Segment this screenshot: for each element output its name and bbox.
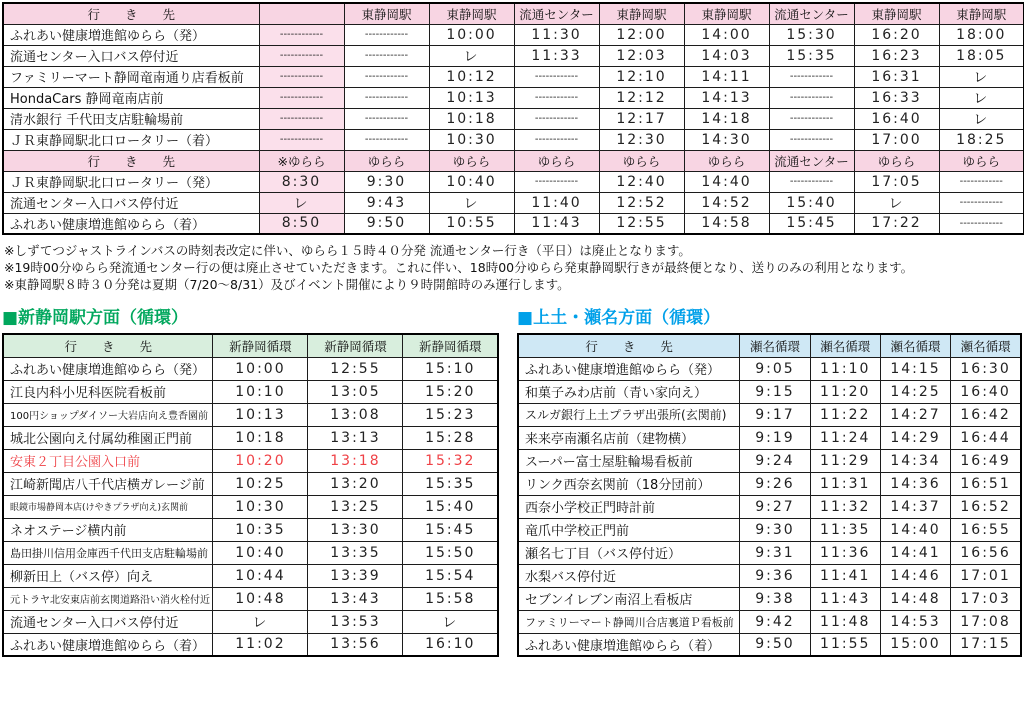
time-cell: 13:35 [308,541,403,564]
stop-name: 城北公園向え付属幼稚園正門前 [3,426,213,449]
time-cell: ------------ [939,171,1024,192]
time-cell: 12:40 [599,171,684,192]
time-cell: 17:15 [951,633,1021,656]
note-line: ※東静岡駅８時３０分発は夏期（7/20～8/31）及びイベント開催により９時開館時のみ運行します。 [4,277,570,292]
stop-name: 竜爪中学校正門前 [518,518,740,541]
time-cell: 14:41 [880,541,950,564]
time-cell: 11:29 [810,449,880,472]
timetable-row [3,449,498,472]
time-cell: 13:39 [308,564,403,587]
time-cell: 9:38 [740,587,810,610]
time-cell: 11:31 [810,472,880,495]
stop-name: 西奈小学校正門時計前 [518,495,740,518]
time-cell: 16:44 [951,426,1021,449]
time-cell: レ [259,192,344,213]
service-header: 瀬名循環 [880,334,950,357]
time-cell: 17:22 [854,213,939,234]
destination-header: 行 き 先 [3,150,259,171]
time-cell: ------------ [259,129,344,150]
stop-name: 流通センター入口バス停付近 [3,192,259,213]
time-cell: 9:19 [740,426,810,449]
note-line: ※19時00分ゆらら発流通センター行の便は廃止させていただきます。これに伴い、18時00分ゆらら発東静岡駅行きが最終便となり、送りのみの利用となります。 [4,260,914,275]
time-cell: 9:27 [740,495,810,518]
time-cell: レ [429,192,514,213]
stop-name: ふれあい健康増進館ゆらら（発） [3,357,213,380]
stop-name: 100円ショップダイソー大岩店向え豊香園前 [3,403,213,426]
timetable-row [518,610,1021,633]
time-cell: レ [939,66,1024,87]
time-cell: 16:42 [951,403,1021,426]
time-cell: ------------ [939,213,1024,234]
timetable-row [3,87,1024,108]
stop-name: 和菓子みわ店前（青い家向え） [518,380,740,403]
time-cell: 16:40 [951,380,1021,403]
stop-name: ファミリーマート静岡竜南通り店看板前 [3,66,259,87]
time-cell: 14:18 [684,108,769,129]
time-cell: 15:54 [403,564,498,587]
time-cell: レ [939,108,1024,129]
time-cell: 14:36 [880,472,950,495]
time-cell: 11:10 [810,357,880,380]
stop-name: ふれあい健康増進館ゆらら（発） [518,357,740,380]
time-cell: ------------ [769,129,854,150]
time-cell: ------------ [769,66,854,87]
stop-name: 江崎新聞店八千代店横ガレージ前 [3,472,213,495]
timetable-row [518,633,1021,656]
time-cell: ------------ [259,66,344,87]
stop-name: ＪＲ東静岡駅北口ロータリー（着） [3,129,259,150]
timetable-row [3,426,498,449]
time-cell: 13:08 [308,403,403,426]
destination-header: 行 き 先 [3,3,259,24]
circulation-section [2,299,1022,657]
service-header: ゆらら [344,150,429,171]
time-cell: 11:33 [514,45,599,66]
header-row [3,3,1024,24]
time-cell: ------------ [259,108,344,129]
service-header: 流通センター [769,3,854,24]
time-cell: 10:35 [213,518,308,541]
time-cell: 9:36 [740,564,810,587]
time-cell: 17:05 [854,171,939,192]
time-cell: 11:22 [810,403,880,426]
time-cell: 17:01 [951,564,1021,587]
time-cell: ------------ [514,87,599,108]
time-cell: 15:00 [880,633,950,656]
time-cell: 16:40 [854,108,939,129]
time-cell: 10:18 [213,426,308,449]
time-cell: 16:30 [951,357,1021,380]
time-cell: ------------ [344,108,429,129]
time-cell: 10:00 [429,24,514,45]
time-cell: ------------ [769,171,854,192]
time-cell: 13:20 [308,472,403,495]
timetable-row [518,357,1021,380]
service-header: 流通センター [514,3,599,24]
header-row [3,150,1024,171]
service-header: ゆらら [684,150,769,171]
time-cell: 11:32 [810,495,880,518]
time-cell: 11:02 [213,633,308,656]
time-cell: 17:00 [854,129,939,150]
time-cell: 13:30 [308,518,403,541]
time-cell: 9:24 [740,449,810,472]
notes [2,242,1022,293]
time-cell: 14:53 [880,610,950,633]
stop-name: ふれあい健康増進館ゆらら（着） [3,213,259,234]
kamito-sena-block [517,299,1022,657]
time-cell: 11:30 [514,24,599,45]
time-cell: 15:58 [403,587,498,610]
time-cell: 16:31 [854,66,939,87]
time-cell: レ [403,610,498,633]
service-header: ゆらら [599,150,684,171]
time-cell: 16:55 [951,518,1021,541]
time-cell: 16:51 [951,472,1021,495]
time-cell: 13:43 [308,587,403,610]
service-header: 東静岡駅 [684,3,769,24]
timetable-row [518,426,1021,449]
time-cell: 13:18 [308,449,403,472]
stop-name: 水梨バス停付近 [518,564,740,587]
service-header: 東静岡駅 [939,3,1024,24]
time-cell: 9:50 [740,633,810,656]
stop-name: 元トラヤ北安東店前玄関道路沿い消火栓付近 [3,587,213,610]
time-cell: 10:30 [429,129,514,150]
stop-name: スーパー富士屋駐輪場看板前 [518,449,740,472]
destination-header: 行 き 先 [3,334,213,357]
timetable-row [518,587,1021,610]
timetable-row [518,449,1021,472]
stop-name: 眼鏡市場静岡本店(けやきプラザ向え)玄関前 [3,495,213,518]
time-cell: 12:55 [308,357,403,380]
time-cell: 11:43 [810,587,880,610]
stop-name: 江良内科小児科医院看板前 [3,380,213,403]
time-cell: 18:05 [939,45,1024,66]
time-cell: ------------ [344,129,429,150]
time-cell: ------------ [514,108,599,129]
stop-name: 流通センター入口バス停付近 [3,610,213,633]
service-header: ※ゆらら [259,150,344,171]
timetable-row [3,380,498,403]
shin-shizuoka-timetable [2,333,499,657]
timetable-row [3,403,498,426]
service-header: 新静岡循環 [213,334,308,357]
stop-name: リンク西奈玄関前（18分団前） [518,472,740,495]
time-cell: 14:03 [684,45,769,66]
stop-name: ネオステージ横内前 [3,518,213,541]
time-cell: 14:34 [880,449,950,472]
time-cell: 12:55 [599,213,684,234]
time-cell: 10:20 [213,449,308,472]
time-cell: 16:49 [951,449,1021,472]
kamito-sena-timetable [517,333,1022,657]
time-cell: 18:25 [939,129,1024,150]
timetable-row [3,192,1024,213]
time-cell: 14:37 [880,495,950,518]
timetable-row [3,472,498,495]
time-cell: 14:30 [684,129,769,150]
kamito-sena-title: ■上土・瀬名方面（循環） [517,308,721,328]
time-cell: 15:20 [403,380,498,403]
time-cell: 9:15 [740,380,810,403]
time-cell: 15:45 [403,518,498,541]
service-header: 東静岡駅 [599,3,684,24]
time-cell: 14:40 [880,518,950,541]
service-header: 東静岡駅 [344,3,429,24]
time-cell: 16:23 [854,45,939,66]
time-cell: 15:30 [769,24,854,45]
stop-name: ＪＲ東静岡駅北口ロータリー（発） [3,171,259,192]
time-cell: 12:00 [599,24,684,45]
timetable-row [3,518,498,541]
time-cell: 8:50 [259,213,344,234]
time-cell: レ [854,192,939,213]
time-cell: 17:03 [951,587,1021,610]
time-cell: 11:36 [810,541,880,564]
time-cell: 13:25 [308,495,403,518]
time-cell: 16:20 [854,24,939,45]
timetable-row [3,495,498,518]
timetable-row [3,587,498,610]
time-cell: 11:41 [810,564,880,587]
stop-name: HondaCars 静岡竜南店前 [3,87,259,108]
timetable-row [518,403,1021,426]
time-cell: 14:25 [880,380,950,403]
service-header: ゆらら [429,150,514,171]
stop-name: 瀬名七丁目（バス停付近） [518,541,740,564]
time-cell: 11:55 [810,633,880,656]
time-cell: 10:13 [429,87,514,108]
time-cell: 11:20 [810,380,880,403]
time-cell: ------------ [259,24,344,45]
stop-name: ふれあい健康増進館ゆらら（発） [3,24,259,45]
timetable-row [3,633,498,656]
time-cell: ------------ [939,192,1024,213]
stop-name: 清水銀行 千代田支店駐輪場前 [3,108,259,129]
time-cell: 14:15 [880,357,950,380]
time-cell: 13:13 [308,426,403,449]
time-cell: 12:12 [599,87,684,108]
time-cell: 10:40 [429,171,514,192]
stop-name: 流通センター入口バス停付近 [3,45,259,66]
time-cell: 15:28 [403,426,498,449]
time-cell: 10:13 [213,403,308,426]
time-cell: 10:18 [429,108,514,129]
timetable-row [3,357,498,380]
time-cell: 14:40 [684,171,769,192]
time-cell: 14:00 [684,24,769,45]
timetable-row [3,45,1024,66]
time-cell: 15:35 [769,45,854,66]
time-cell: 9:31 [740,541,810,564]
timetable-row [518,380,1021,403]
time-cell: ------------ [514,171,599,192]
header-row [3,334,498,357]
time-cell: 14:46 [880,564,950,587]
time-cell: 12:17 [599,108,684,129]
timetable-row [3,213,1024,234]
time-cell: レ [939,87,1024,108]
timetable-row [518,541,1021,564]
time-cell: 15:45 [769,213,854,234]
time-cell: 11:24 [810,426,880,449]
time-cell: 14:11 [684,66,769,87]
service-header: 新静岡循環 [308,334,403,357]
time-cell: 11:40 [514,192,599,213]
time-cell: 9:05 [740,357,810,380]
time-cell: 10:44 [213,564,308,587]
main-timetable [2,2,1024,235]
timetable-row [518,518,1021,541]
timetable-row [518,472,1021,495]
time-cell: 15:35 [403,472,498,495]
time-cell: ------------ [259,87,344,108]
stop-name: ふれあい健康増進館ゆらら（着） [3,633,213,656]
service-header: 東静岡駅 [429,3,514,24]
service-header [259,3,344,24]
time-cell: 9:50 [344,213,429,234]
time-cell: ------------ [344,45,429,66]
time-cell: 9:30 [344,171,429,192]
time-cell: 12:03 [599,45,684,66]
timetable-row [3,171,1024,192]
timetable-row [3,108,1024,129]
time-cell: 10:25 [213,472,308,495]
time-cell: 15:10 [403,357,498,380]
time-cell: 14:29 [880,426,950,449]
stop-name: ふれあい健康増進館ゆらら（着） [518,633,740,656]
stop-name: セブンイレブン南沼上看板店 [518,587,740,610]
header-row [518,334,1021,357]
time-cell: 18:00 [939,24,1024,45]
timetable-row [3,564,498,587]
time-cell: ------------ [514,129,599,150]
time-cell: ------------ [514,66,599,87]
time-cell: 15:32 [403,449,498,472]
service-header: ゆらら [854,150,939,171]
time-cell: 13:56 [308,633,403,656]
service-header: 東静岡駅 [854,3,939,24]
time-cell: 13:53 [308,610,403,633]
time-cell: 16:10 [403,633,498,656]
time-cell: 10:40 [213,541,308,564]
timetable-row [3,541,498,564]
timetable-row [518,564,1021,587]
time-cell: 14:27 [880,403,950,426]
timetable-row [3,66,1024,87]
service-header: 流通センター [769,150,854,171]
time-cell: ------------ [259,45,344,66]
time-cell: 17:08 [951,610,1021,633]
time-cell: 10:55 [429,213,514,234]
stop-name: 来来亭南瀬名店前（建物横） [518,426,740,449]
time-cell: 12:30 [599,129,684,150]
time-cell: 14:52 [684,192,769,213]
time-cell: ------------ [769,108,854,129]
time-cell: 10:48 [213,587,308,610]
service-header: ゆらら [939,150,1024,171]
service-header: 瀬名循環 [740,334,810,357]
time-cell: 16:56 [951,541,1021,564]
destination-header: 行 き 先 [518,334,740,357]
time-cell: ------------ [344,87,429,108]
time-cell: ------------ [769,87,854,108]
stop-name: スルガ銀行上土プラザ出張所(玄関前) [518,403,740,426]
time-cell: 16:52 [951,495,1021,518]
time-cell: 12:10 [599,66,684,87]
service-header: 瀬名循環 [951,334,1021,357]
timetable-row [518,495,1021,518]
time-cell: 14:48 [880,587,950,610]
time-cell: 10:30 [213,495,308,518]
time-cell: 13:05 [308,380,403,403]
time-cell: 14:13 [684,87,769,108]
note-line: ※しずてつジャストラインバスの時刻表改定に伴い、ゆらら１５時４０分発 流通センター行き（平日）は廃止となります。 [4,243,691,258]
time-cell: 15:23 [403,403,498,426]
time-cell: 10:10 [213,380,308,403]
time-cell: 10:12 [429,66,514,87]
stop-name: 柳新田上（バス停）向え [3,564,213,587]
time-cell: ------------ [344,66,429,87]
time-cell: 10:00 [213,357,308,380]
time-cell: 16:33 [854,87,939,108]
time-cell: 15:40 [403,495,498,518]
time-cell: レ [429,45,514,66]
time-cell: 9:17 [740,403,810,426]
time-cell: 9:42 [740,610,810,633]
shin-shizuoka-block [2,299,499,657]
stop-name: 安東２丁目公園入口前 [3,449,213,472]
time-cell: 11:48 [810,610,880,633]
time-cell: 15:40 [769,192,854,213]
stop-name: 島田掛川信用金庫西千代田支店駐輪場前 [3,541,213,564]
time-cell: 8:30 [259,171,344,192]
time-cell: 11:43 [514,213,599,234]
time-cell: 12:52 [599,192,684,213]
service-header: 新静岡循環 [403,334,498,357]
time-cell: 14:58 [684,213,769,234]
service-header: 瀬名循環 [810,334,880,357]
time-cell: 11:35 [810,518,880,541]
time-cell: 9:43 [344,192,429,213]
time-cell: 9:30 [740,518,810,541]
shin-shizuoka-title: ■新静岡駅方面（循環） [2,308,189,328]
time-cell: 9:26 [740,472,810,495]
time-cell: ------------ [344,24,429,45]
time-cell: レ [213,610,308,633]
service-header: ゆらら [514,150,599,171]
timetable-row [3,129,1024,150]
timetable-row [3,24,1024,45]
timetable-row [3,610,498,633]
time-cell: 15:50 [403,541,498,564]
stop-name: ファミリーマート静岡川合店裏道Ｐ看板前 [518,610,740,633]
